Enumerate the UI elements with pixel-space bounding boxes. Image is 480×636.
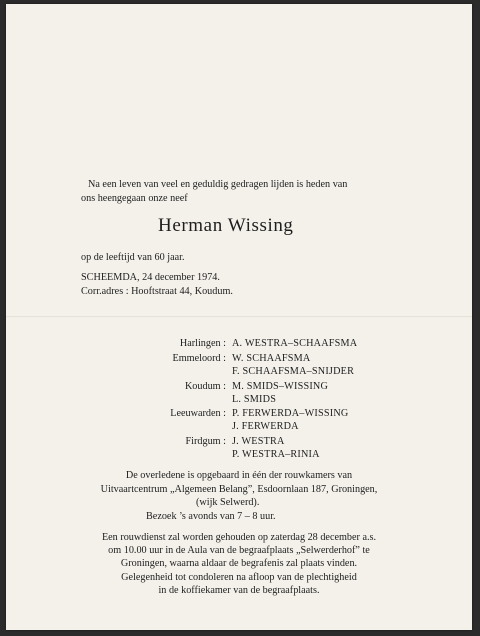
service-line-1: Een rouwdienst zal worden gehouden op zaterdag 28 december a.s.	[101, 532, 377, 543]
relative-name: F. SCHAAFSMA–SNIJDER	[232, 366, 355, 377]
relative-name: M. SMIDS–WISSING	[232, 381, 329, 392]
intro-line-1: Na een leven van veel en geduldig gedragen lijden is heden van	[88, 179, 348, 190]
service-line-2: om 10.00 uur in de Aula van de begraafplaats „Selwerderhof” te	[108, 545, 370, 556]
correspondence-address: Corr.adres : Hooftstraat 44, Koudum.	[81, 286, 233, 297]
relative-name: J. FERWERDA	[232, 421, 299, 432]
relative-place: Koudum :	[184, 381, 226, 392]
relative-place: Harlingen :	[179, 338, 226, 349]
fold-line	[6, 316, 472, 318]
place-date: SCHEEMDA, 24 december 1974.	[81, 272, 220, 283]
viewing-line-4: Bezoek ’s avonds van 7 – 8 uur.	[146, 511, 276, 522]
relative-name: J. WESTRA	[232, 436, 285, 447]
service-line-4: Gelegenheid tot condoleren na afloop van de plechtigheid	[121, 572, 357, 583]
intro-line-2: ons heengegaan onze neef	[81, 193, 188, 204]
relative-name: W. SCHAAFSMA	[232, 353, 311, 364]
deceased-name: Herman Wissing	[158, 215, 294, 236]
relative-name: L. SMIDS	[232, 394, 277, 405]
service-line-3: Groningen, waarna aldaar de begrafenis zal plaats vinden.	[120, 558, 358, 569]
age-line: op de leeftijd van 60 jaar.	[81, 252, 185, 263]
relative-place: Emmeloord :	[172, 353, 226, 364]
viewing-line-3: (wijk Selwerd).	[196, 497, 260, 508]
relative-name: P. WESTRA–RINIA	[232, 449, 320, 460]
mourning-card	[6, 4, 472, 630]
viewing-line-1: De overledene is opgebaard in één der rouwkamers van	[125, 470, 353, 481]
relative-name: A. WESTRA–SCHAAFSMA	[232, 338, 358, 349]
relative-name: P. FERWERDA–WISSING	[232, 408, 349, 419]
relative-place: Leeuwarden :	[170, 408, 226, 419]
service-line-5: in de koffiekamer van de begraafplaats.	[158, 585, 320, 596]
relative-place: Firdgum :	[185, 436, 226, 447]
viewing-line-2: Uitvaartcentrum „Algemeen Belang”, Esdoornlaan 187, Groningen,	[100, 484, 378, 495]
